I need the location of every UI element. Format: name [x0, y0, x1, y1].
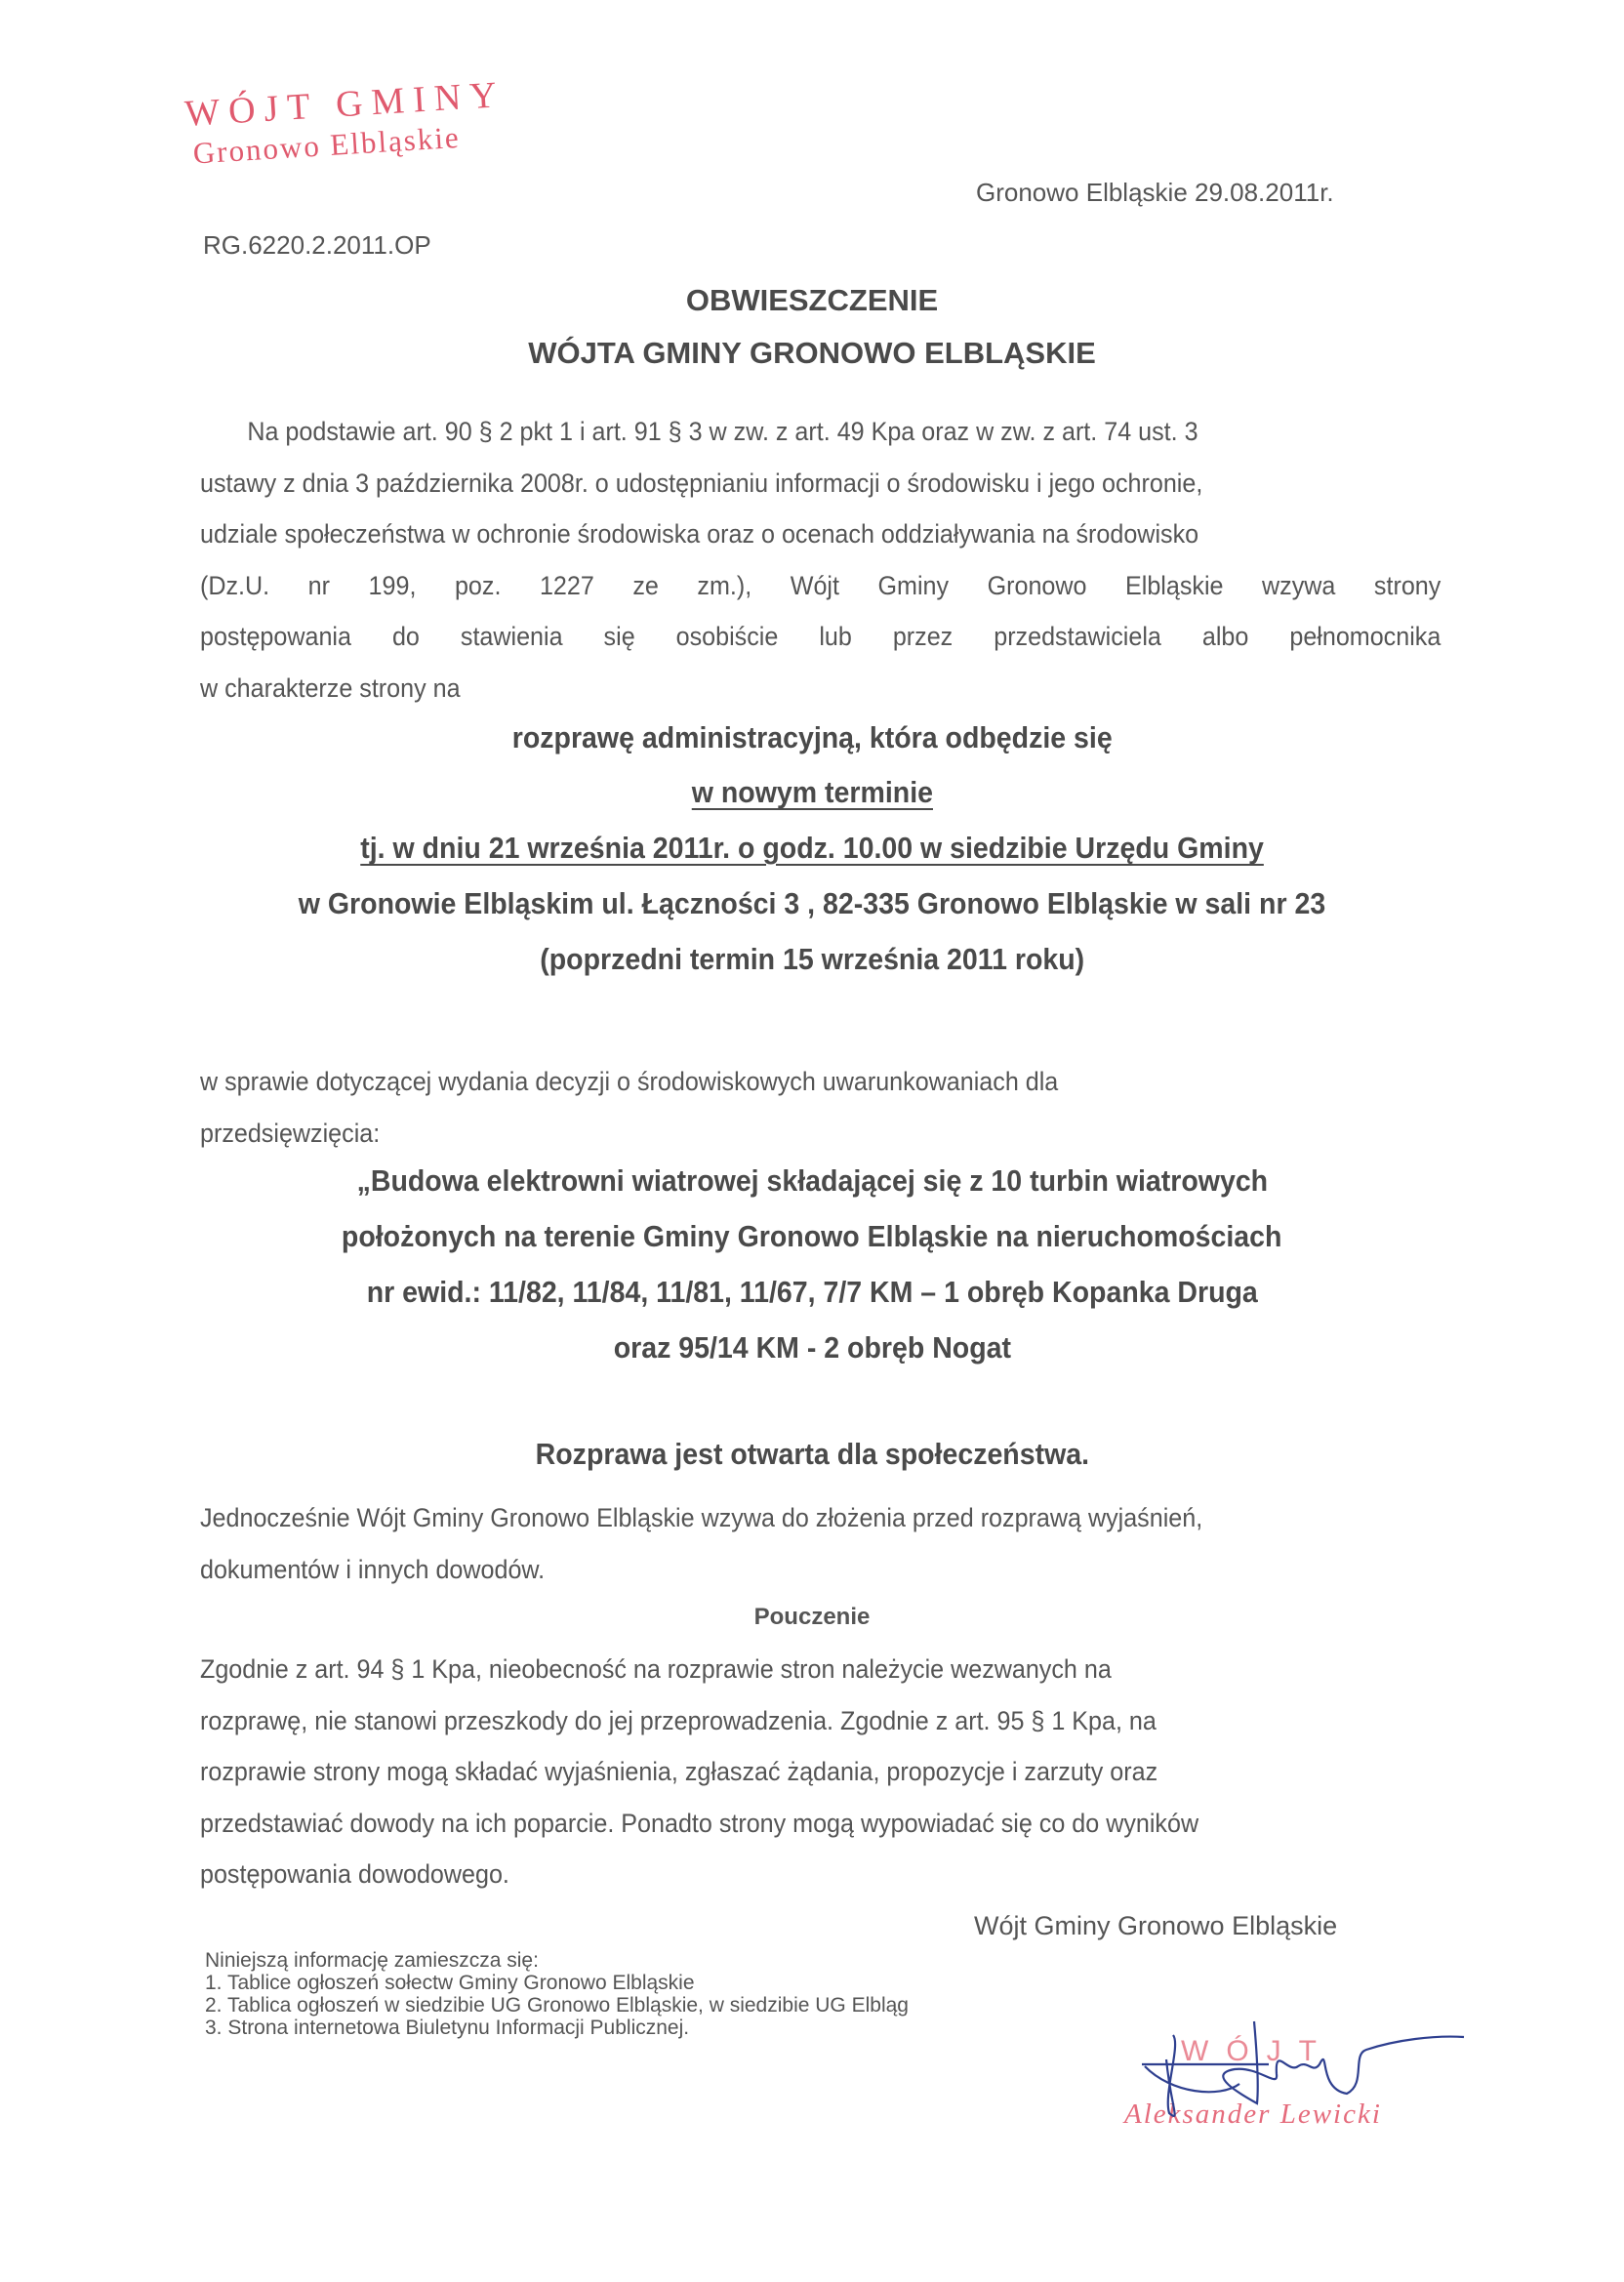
- stamp-name: Aleksander Lewicki: [1124, 2099, 1382, 2130]
- instruction-line: Zgodnie z art. 94 § 1 Kpa, nieobecność na rozprawie stron należycie wezwanych na: [200, 1654, 1112, 1684]
- public-hearing-note: Rozprawa jest otwarta dla społeczeństwa.: [535, 1437, 1089, 1471]
- intro-line: ustawy z dnia 3 października 2008r. o udostępnianiu informacji o środowisku i jego ochronie,: [200, 468, 1203, 498]
- instruction-line: przedstawiać dowody na ich poparcie. Ponadto strony mogą wypowiadać się co do wyników: [200, 1808, 1199, 1838]
- distribution-item: 1. Tablice ogłoszeń sołectw Gminy Gronowo Elbląskie: [205, 1972, 695, 1994]
- distribution-list: [205, 1949, 909, 2039]
- summons-line: Jednocześnie Wójt Gminy Gronowo Elbląskie wzywa do złożenia przed rozprawą wyjaśnień,: [200, 1503, 1203, 1532]
- instruction-paragraph: [200, 1644, 1355, 1900]
- distribution-heading: Niniejszą informację zamieszcza się:: [205, 1949, 539, 1972]
- reference-number: RG.6220.2.2011.OP: [203, 230, 431, 260]
- hearing-date-time: tj. w dniu 21 września 2011r. o godz. 10.00 w siedzibie Urzędu Gminy: [360, 831, 1264, 865]
- intro-line: udziale społeczeństwa w ochronie środowiska oraz o ocenach oddziaływania na środowisko: [200, 519, 1199, 549]
- stamp-municipality: Gronowo Elbląskie: [191, 119, 462, 171]
- matter-line: przedsięwzięcia:: [200, 1118, 381, 1148]
- distribution-item: 2. Tablica ogłoszeń w siedzibie UG Gronowo Elbląskie, w siedzibie UG Elbląg: [205, 1994, 909, 2017]
- hearing-line: rozprawę administracyjną, która odbędzie się: [511, 720, 1113, 754]
- hearing-new-date-label: w nowym terminie: [691, 775, 933, 809]
- hearing-previous-date: (poprzedni termin 15 września 2011 roku): [540, 942, 1084, 976]
- signature-stamp: [1113, 2016, 1483, 2152]
- intro-line: w charakterze strony na: [200, 672, 461, 703]
- stamp-title: WÓJT GMINY: [183, 73, 507, 135]
- summons-paragraph: [200, 1492, 1355, 1595]
- hearing-address: w Gronowie Elbląskim ul. Łączności 3 , 82-335 Gronowo Elbląskie w sali nr 23: [298, 886, 1326, 920]
- project-line: położonych na terenie Gminy Gronowo Elbląskie na nieruchomościach: [342, 1219, 1282, 1253]
- signatory-title: Wójt Gminy Gronowo Elbląskie: [974, 1911, 1338, 1940]
- intro-paragraph: [200, 406, 1441, 713]
- place-and-date: Gronowo Elbląskie 29.08.2011r.: [976, 178, 1334, 207]
- office-stamp: [183, 73, 508, 173]
- instruction-line: postępowania dowodowego.: [200, 1859, 509, 1889]
- project-line: nr ewid.: 11/82, 11/84, 11/81, 11/67, 7/7 KM – 1 obręb Kopanka Druga: [366, 1275, 1258, 1309]
- matter-line: w sprawie dotyczącej wydania decyzji o środowiskowych uwarunkowaniach dla: [200, 1067, 1059, 1096]
- project-line: „Budowa elektrowni wiatrowej składającej się z 10 turbin wiatrowych: [356, 1163, 1268, 1198]
- project-line: oraz 95/14 KM - 2 obręb Nogat: [613, 1330, 1011, 1365]
- matter-paragraph: [200, 1056, 1355, 1159]
- instruction-line: rozprawę, nie stanowi przeszkody do jej przeprowadzenia. Zgodnie z art. 95 § 1 Kpa, na: [200, 1705, 1157, 1735]
- summons-line: dokumentów i innych dowodów.: [200, 1554, 546, 1584]
- intro-line: postępowania do stawienia się osobiście lub przez przedstawiciela albo pełnomocnika: [200, 622, 1441, 651]
- document-subtitle: WÓJTA GMINY GRONOWO ELBLĄSKIE: [528, 336, 1096, 370]
- handwritten-signature: [1113, 2016, 1483, 2152]
- stamp-role: WÓJT: [1181, 2035, 1334, 2067]
- intro-line: Na podstawie art. 90 § 2 pkt 1 i art. 91 § 3 w zw. z art. 49 Kpa oraz w zw. z art. 74 ust. 3: [247, 417, 1198, 446]
- document-title: OBWIESZCZENIE: [685, 283, 939, 317]
- instruction-heading: Pouczenie: [753, 1604, 871, 1630]
- intro-line: (Dz.U. nr 199, poz. 1227 ze zm.), Wójt Gminy Gronowo Elbląskie wzywa strony: [200, 570, 1441, 600]
- instruction-line: rozprawie strony mogą składać wyjaśnienia, zgłaszać żądania, propozycje i zarzuty oraz: [200, 1757, 1158, 1786]
- distribution-item: 3. Strona internetowa Biuletynu Informacji Publicznej.: [205, 2017, 690, 2039]
